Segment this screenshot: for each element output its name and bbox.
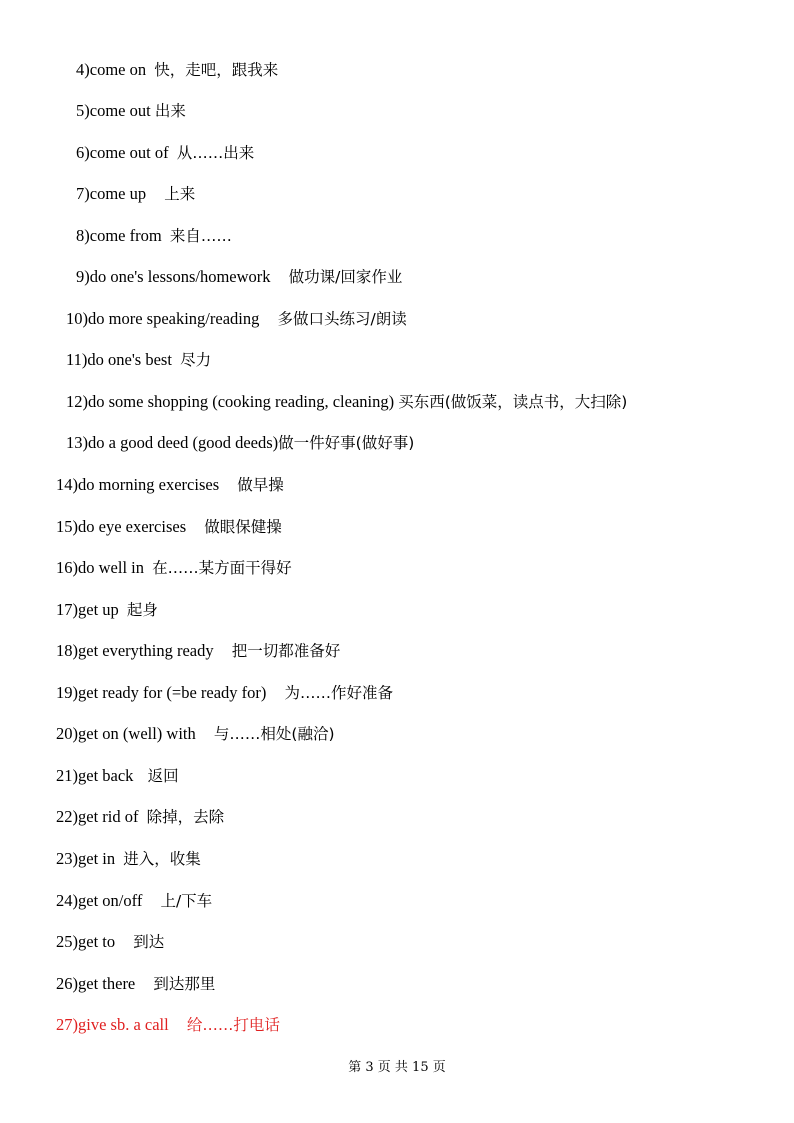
list-item [76,182,195,206]
item-phrase: do one's best [87,350,172,369]
item-number: 4) [76,60,90,79]
item-meaning: 来自…… [169,227,232,245]
list-item [76,141,254,165]
item-meaning: 快，走吧，跟我来 [154,61,279,79]
list-item [66,390,627,414]
list-item [76,224,232,248]
list-item [56,515,282,539]
item-meaning: 从……出来 [176,144,255,162]
item-number: 26) [56,974,78,993]
list-item [76,265,402,289]
list-item [56,847,201,871]
item-meaning: 在……某方面干得好 [152,559,292,577]
item-number: 15) [56,517,78,536]
item-meaning: 出来 [154,102,186,120]
item-phrase: get everything ready [78,641,214,660]
item-number: 23) [56,849,78,868]
item-meaning: 进入，收集 [123,850,201,868]
item-number: 12) [66,392,88,411]
page-footer: 第 3 页 共 15 页 [348,1060,446,1075]
item-number: 11) [66,350,88,369]
list-item [56,972,215,996]
item-phrase: come out of [89,143,169,162]
item-number: 9) [76,267,90,286]
item-meaning: 给……打电话 [186,1016,280,1034]
item-meaning: 上/下车 [160,892,213,910]
list-item [66,307,407,331]
item-number: 6) [76,143,90,162]
list-item [56,681,393,705]
item-phrase: get ready for (=be ready for) [78,683,267,702]
item-phrase: give sb. a call [78,1015,169,1034]
list-item-highlighted [56,1013,280,1037]
item-number: 18) [56,641,78,660]
item-meaning: 到达那里 [153,975,216,993]
item-meaning: 尽力 [180,351,212,369]
item-meaning: 做眼保健操 [204,518,282,536]
item-number: 13) [66,433,88,452]
item-phrase: get back [78,766,134,785]
item-phrase: do well in [78,558,144,577]
item-phrase: come from [89,226,162,245]
item-meaning: 做早操 [237,476,284,494]
item-phrase: do more speaking/reading [88,309,260,328]
item-meaning: 买东西(做饭菜，读点书，大扫除) [398,393,628,411]
item-number: 16) [56,558,78,577]
item-phrase: do one's lessons/homework [89,267,271,286]
list-item [56,764,179,788]
item-number: 21) [56,766,78,785]
item-meaning: 做功课/回家作业 [288,268,403,286]
item-number: 24) [56,891,78,910]
item-meaning: 多做口头练习/朗读 [277,310,407,328]
list-item [76,99,186,123]
list-item [56,930,164,954]
item-number: 7) [76,184,90,203]
item-phrase: come up [89,184,147,203]
item-number: 17) [56,600,78,619]
item-number: 22) [56,807,78,826]
list-item [56,722,335,746]
list-item [66,348,211,372]
item-phrase: get in [78,849,116,868]
item-number: 25) [56,932,78,951]
item-phrase: do a good deed (good deeds) [88,433,279,452]
item-phrase: get on (well) with [78,724,196,743]
list-item [56,598,158,622]
item-phrase: get rid of [78,807,139,826]
item-meaning: 返回 [147,767,179,785]
item-meaning: 除掉，去除 [146,808,225,826]
list-item [66,431,414,455]
item-meaning: 做一件好事(做好事) [278,434,415,452]
item-number: 10) [66,309,88,328]
item-meaning: 为……作好准备 [284,684,394,702]
item-meaning: 到达 [133,933,165,951]
item-phrase: do morning exercises [78,475,220,494]
list-item [56,889,212,913]
item-meaning: 与……相处(融洽) [213,725,335,743]
item-number: 19) [56,683,78,702]
item-number: 27) [56,1015,78,1034]
list-item [56,639,340,663]
item-number: 8) [76,226,90,245]
item-meaning: 把一切都准备好 [231,642,341,660]
item-number: 14) [56,475,78,494]
item-phrase: do some shopping (cooking reading, cleaning) [88,392,395,411]
item-phrase: get on/off [78,891,143,910]
item-phrase: get up [78,600,119,619]
list-item [76,58,278,82]
list-item [56,556,292,580]
item-meaning: 上来 [164,185,196,203]
item-phrase: come on [89,60,147,79]
item-phrase: come out [89,101,151,120]
item-phrase: do eye exercises [78,517,187,536]
item-phrase: get there [78,974,136,993]
item-phrase: get to [78,932,116,951]
item-number: 5) [76,101,90,120]
list-item [56,805,224,829]
item-meaning: 起身 [126,601,158,619]
item-number: 20) [56,724,78,743]
list-item [56,473,284,497]
